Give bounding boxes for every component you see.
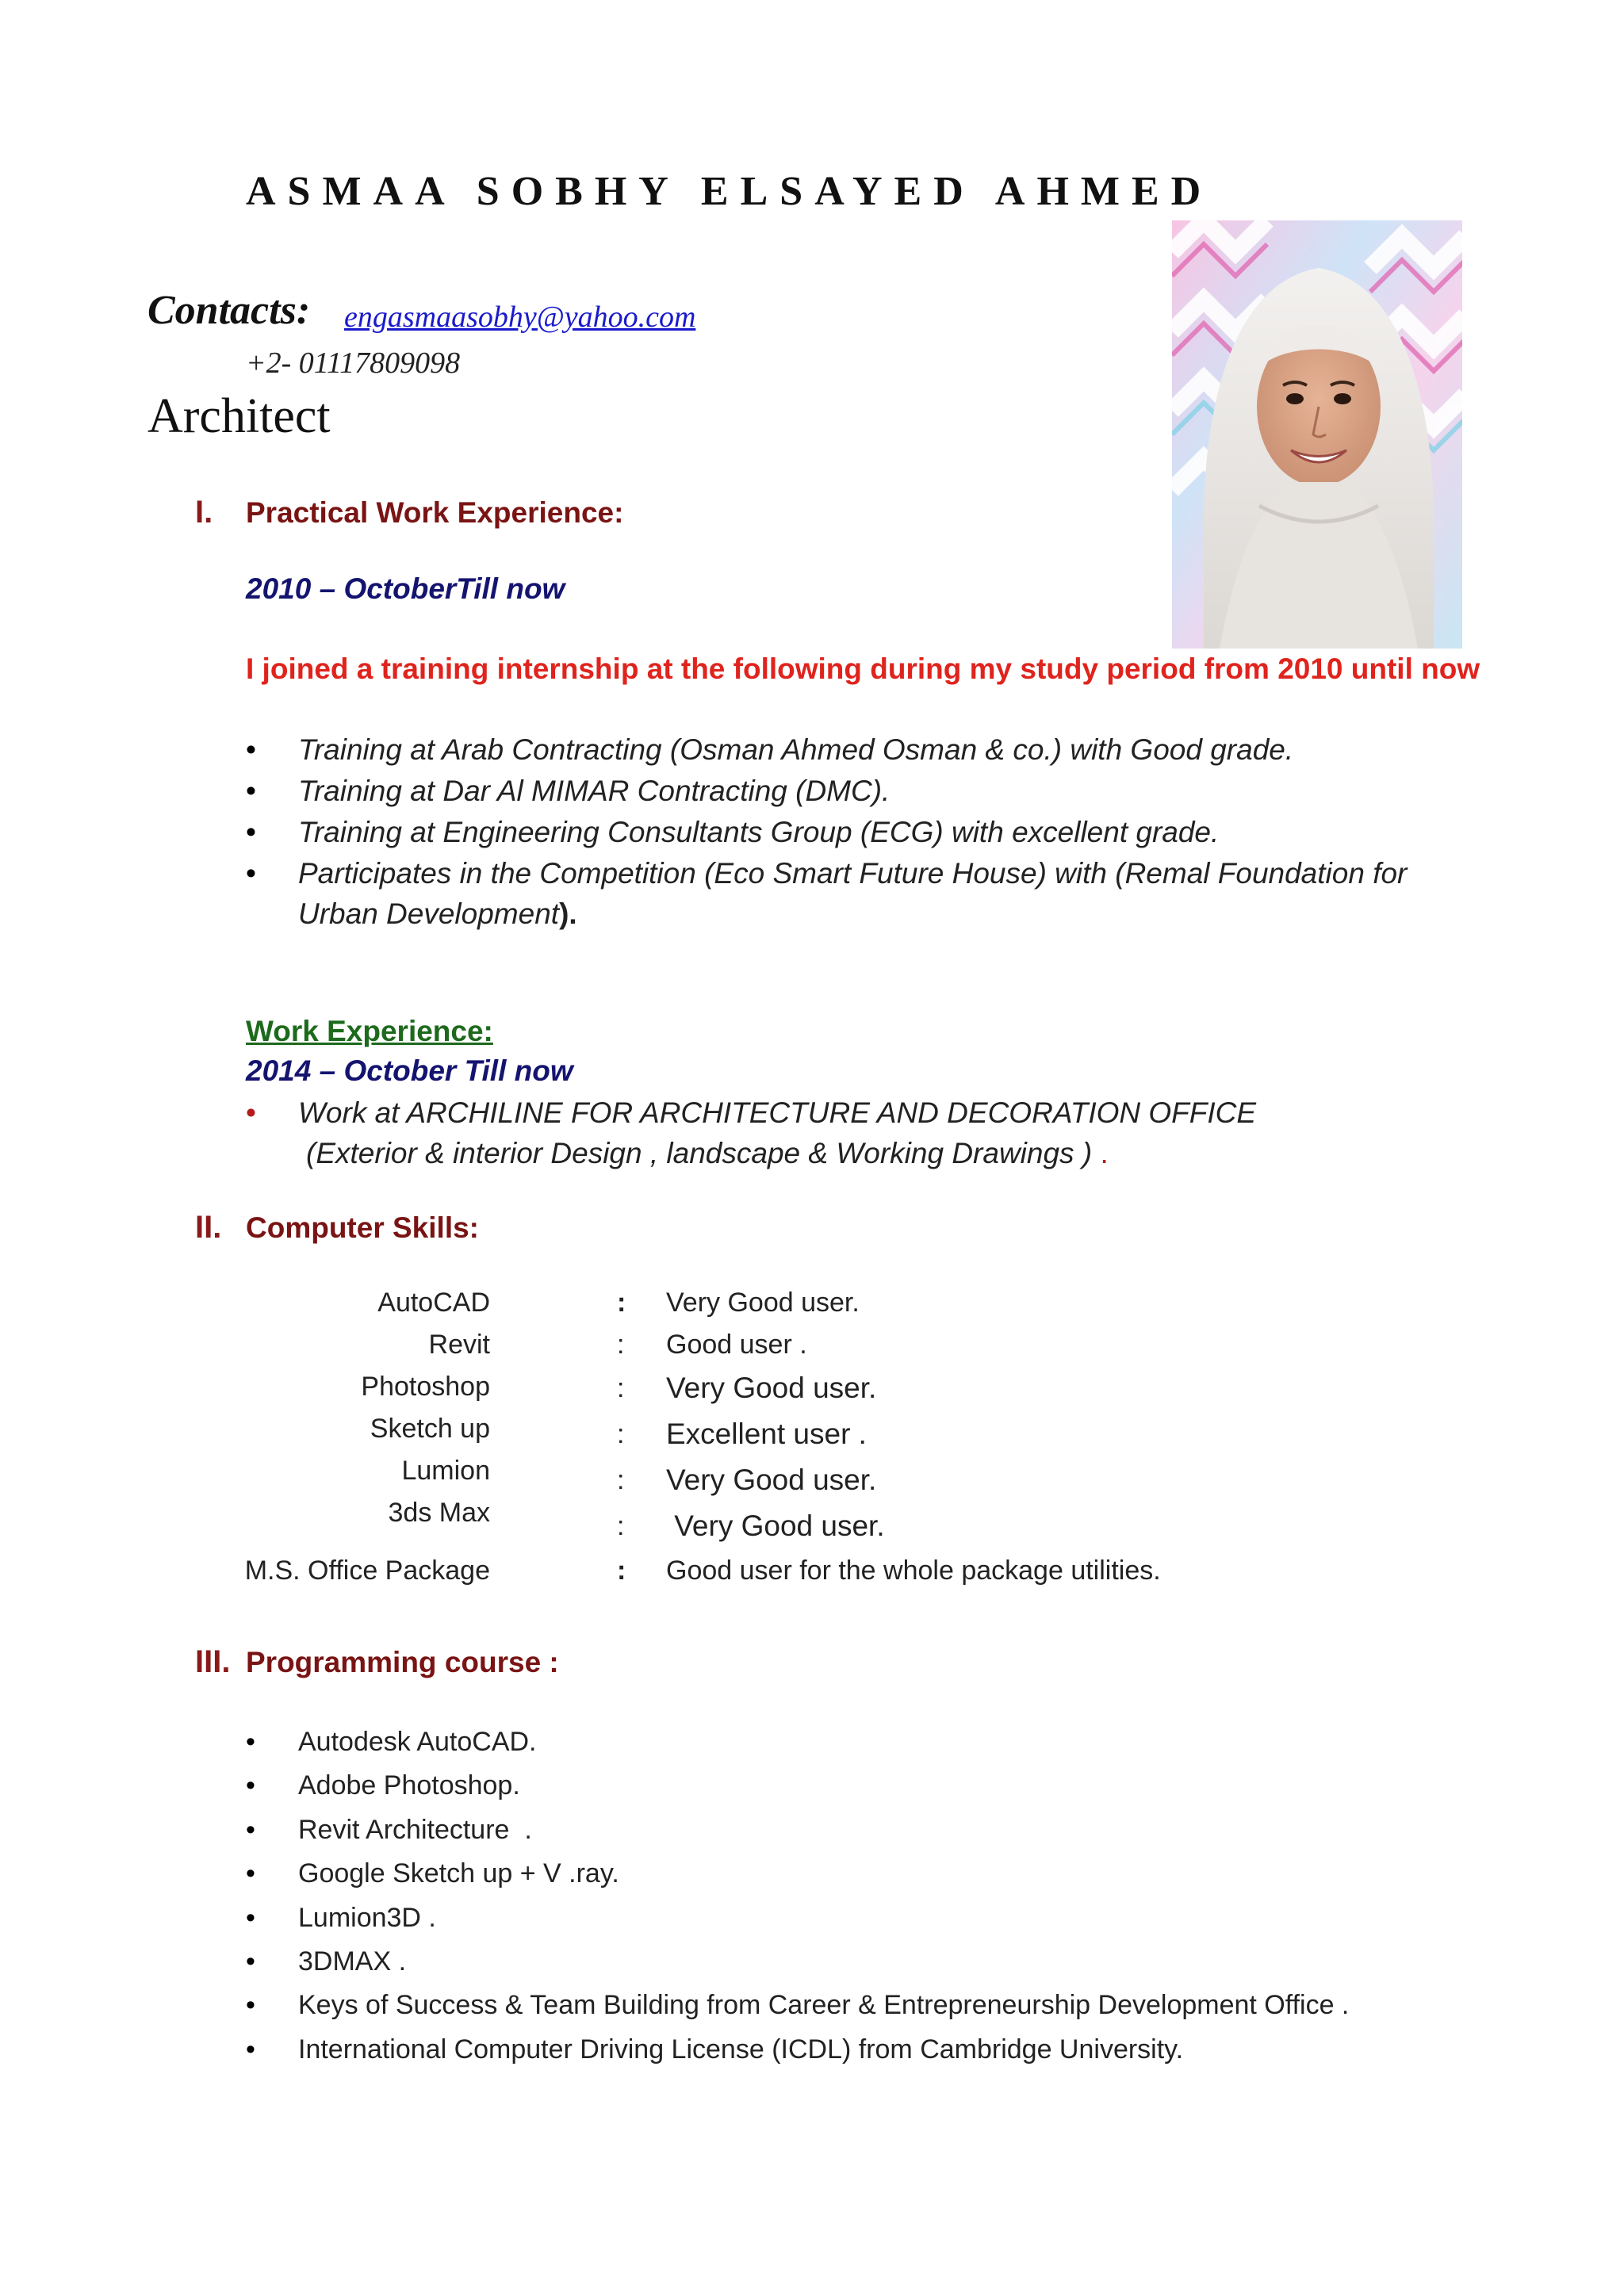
skill-colon: :: [617, 1419, 625, 1449]
skill-colon: :: [617, 1556, 626, 1586]
contacts-label: Contacts:: [147, 288, 311, 333]
skill-name: Lumion: [401, 1456, 490, 1486]
work-list: [298, 1093, 1256, 1173]
section-3-numeral: III.: [195, 1644, 231, 1679]
skill-name: Sketch up: [370, 1414, 490, 1444]
skill-name: Revit: [428, 1330, 490, 1360]
skill-colon: :: [617, 1330, 625, 1360]
competition-end: ).: [559, 897, 577, 930]
section-3-heading: Programming course :: [246, 1646, 559, 1678]
list-item: • Keys of Success & Team Building from Career & Entrepreneurship Development Office .: [298, 1984, 1349, 2027]
skill-name: AutoCAD: [377, 1288, 490, 1318]
list-item: • Training at Engineering Consultants Group (ECG) with excellent grade.: [298, 812, 1480, 853]
list-item: • Training at Dar Al MIMAR Contracting (DMC).: [298, 771, 1480, 812]
work-line-2-wrap: [298, 1133, 1256, 1173]
skill-colon: :: [617, 1465, 625, 1495]
list-item: • 3DMAX .: [298, 1940, 1349, 1984]
work-line-2-end: .: [1100, 1137, 1109, 1169]
job-title: Architect: [147, 389, 331, 443]
email-link[interactable]: engasmaasobhy@yahoo.com: [344, 300, 696, 334]
courses-list: [298, 1720, 1349, 2072]
skill-level: Very Good user.: [666, 1510, 885, 1542]
work-line-2: (Exterior & interior Design , landscape & Working Drawings ): [306, 1137, 1093, 1169]
list-item: • International Computer Driving License (ICDL) from Cambridge University.: [298, 2028, 1349, 2072]
skill-level: Very Good user.: [666, 1372, 877, 1404]
work-line-1: Work at ARCHILINE FOR ARCHITECTURE AND DECORATION OFFICE: [298, 1096, 1257, 1129]
list-item: • Lumion3D .: [298, 1896, 1349, 1940]
section-1-numeral: I.: [195, 495, 213, 530]
candidate-name: ASMAA SOBHY ELSAYED AHMED: [246, 169, 1213, 214]
skill-level: Good user for the whole package utilities.: [666, 1556, 1161, 1586]
work-experience-heading: Work Experience:: [246, 1015, 493, 1047]
internship-intro: I joined a training internship at the following during my study period from 2010 until now: [246, 652, 1480, 685]
list-item: • Training at Arab Contracting (Osman Ahmed Osman & co.) with Good grade.: [298, 729, 1480, 771]
list-item: [298, 1093, 1256, 1173]
skill-level: Very Good user.: [666, 1464, 877, 1496]
phone-number: +2- 01117809098: [246, 346, 461, 380]
skill-colon: :: [617, 1373, 625, 1403]
list-item: [298, 853, 1480, 934]
section-2-numeral: II.: [195, 1210, 222, 1245]
skill-name: Photoshop: [361, 1372, 490, 1402]
list-item: • Autodesk AutoCAD.: [298, 1720, 1349, 1764]
practical-date: 2010 – OctoberTill now: [246, 572, 565, 605]
internship-list: [298, 729, 1480, 934]
skill-level: Good user .: [666, 1330, 807, 1360]
list-item: • Google Sketch up + V .ray.: [298, 1852, 1349, 1896]
section-2-heading: Computer Skills:: [246, 1211, 479, 1244]
skill-level: Excellent user .: [666, 1418, 867, 1450]
competition-text: Participates in the Competition (Eco Smart Future House) with (Remal Foundation for Urban Development: [298, 857, 1408, 930]
skill-colon: :: [617, 1288, 626, 1318]
list-item: • Revit Architecture .: [298, 1808, 1349, 1852]
profile-photo: [1172, 220, 1462, 649]
list-item: • Adobe Photoshop.: [298, 1764, 1349, 1808]
work-date: 2014 – October Till now: [246, 1054, 573, 1087]
skill-name: M.S. Office Package: [244, 1556, 490, 1586]
skill-level: Very Good user.: [666, 1288, 860, 1318]
skill-name: 3ds Max: [388, 1498, 490, 1528]
section-1-heading: Practical Work Experience:: [246, 496, 624, 529]
skill-colon: :: [617, 1511, 625, 1541]
